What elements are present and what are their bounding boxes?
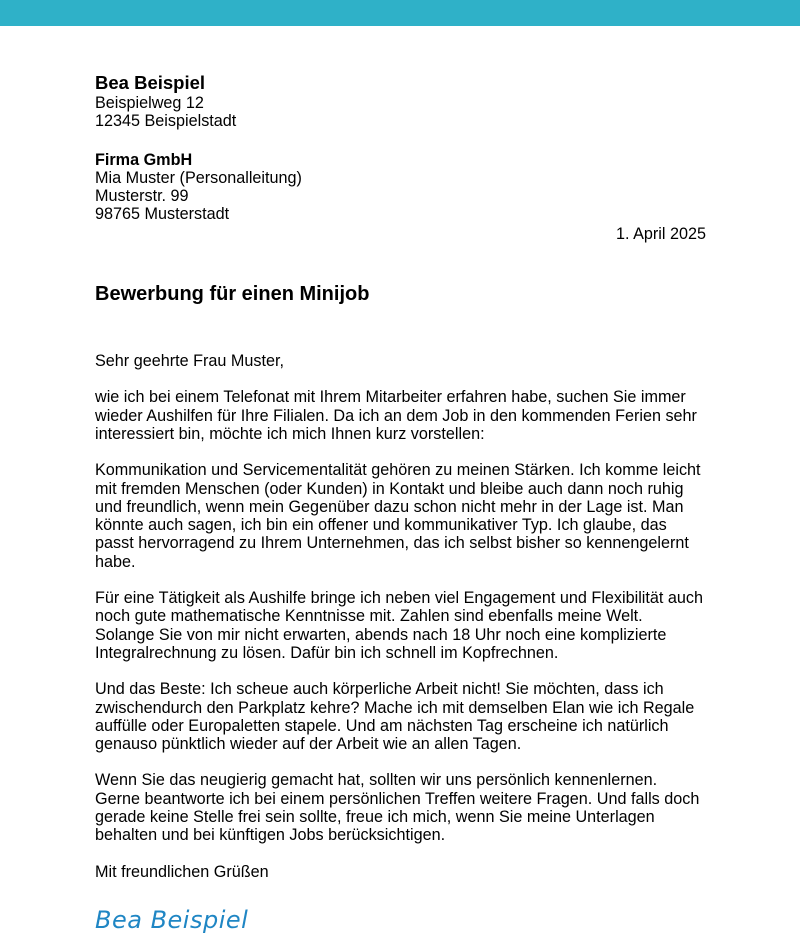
handwritten-signature: Bea Beispiel — [95, 906, 249, 934]
sender-street: Beispielweg 12 — [95, 94, 204, 112]
letter-subject: Bewerbung für einen Minijob — [95, 283, 370, 306]
recipient-street: Musterstr. 99 — [95, 187, 189, 206]
sender-city: 12345 Beispielstadt — [95, 112, 237, 131]
letter-body — [95, 72, 706, 881]
sender-address — [95, 72, 706, 131]
recipient-company: Firma GmbH — [95, 150, 193, 169]
closing: Mit freundlichen Grüßen — [95, 862, 269, 881]
paragraph: Für eine Tätigkeit als Aushilfe bringe ich neben viel Engagement und Flexibilität auch noch gute mathematische Kenntnisse mit. Zahlen sind ebenfalls meine Welt. Solange Sie von mir nicht erwarten, abends nach 18 Uhr noch eine komplizierte Integralrechnung zu lösen. Dafür bin ich schnell im Kopfrechnen. — [95, 589, 703, 662]
recipient-city: 98765 Musterstadt — [95, 205, 230, 224]
paragraph: wie ich bei einem Telefonat mit Ihrem Mitarbeiter erfahren habe, suchen Sie immer wieder Aushilfen für Ihre Filialen. Da ich an dem Job in den kommenden Ferien sehr interessiert bin, möchte ich mich Ihnen kurz vorstellen: — [95, 388, 697, 443]
recipient-address — [95, 151, 706, 224]
letter-date: 1. April 2025 — [616, 224, 706, 243]
paragraph: Wenn Sie das neugierig gemacht hat, sollten wir uns persönlich kennenlernen. Gerne beantworte ich bei einem persönlichen Treffen weitere Fragen. Und falls doch gerade keine Stelle frei sein sollte, freue ich mich, wenn Sie meine Unterlagen behalten und bei künftigen Jobs berücksichtigen. — [95, 771, 700, 845]
sender-name: Bea Beispiel — [95, 72, 206, 93]
paragraph: Und das Beste: Ich scheue auch körperliche Arbeit nicht! Sie möchten, dass ich zwischendurch den Parkplatz kehre? Mache ich mit demselben Elan wie ich Regale auffülle oder Europaletten stapele. Und am nächsten Tag erscheine ich natürlich genauso pünktlich wieder auf der Arbeit wie an allen Tagen. — [95, 680, 695, 754]
salutation: Sehr geehrte Frau Muster, — [95, 352, 284, 371]
recipient-contact: Mia Muster (Personalleitung) — [95, 168, 302, 187]
top-accent-bar — [0, 0, 800, 26]
paragraph: Kommunikation und Servicementalität gehören zu meinen Stärken. Ich komme leicht mit fremden Menschen (oder Kunden) in Kontakt und bleibe auch dann noch ruhig und freundlich, wenn mein Gegenüber dazu schon nicht mehr in der Lage ist. Man könnte auch sagen, ich bin ein offener und kommunikativer Typ. Ich glaube, das passt hervorragend zu Ihrem Unternehmen, das ich selbst bisher so kennengelernt habe. — [95, 461, 701, 571]
